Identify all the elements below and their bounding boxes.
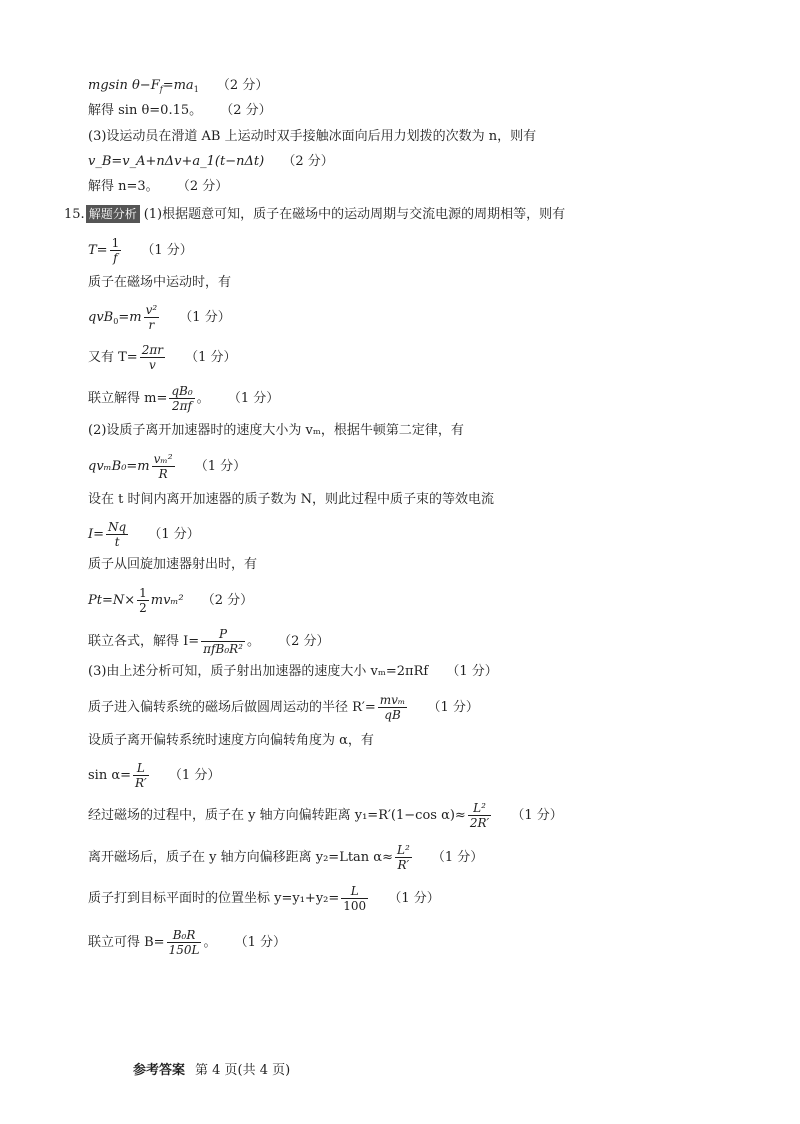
score-note: （1 分） bbox=[168, 768, 221, 783]
fraction: $\frac{L}{R'}$ bbox=[135, 761, 147, 790]
question-15-header: 15. 解题分析 (1)根据题意可知，质子在磁场中的运动周期与交流电源的周期相等，则有 bbox=[64, 207, 566, 222]
score-note: （1 分） bbox=[185, 350, 237, 365]
mass-result: 联立解得 m= $\frac{\text{qB₀}}{2\pi f}$ 。 （1 分） bbox=[88, 384, 280, 413]
fraction: $\frac{\text{vₘ²}}{R}$ bbox=[153, 452, 173, 481]
period-equation: T= $\frac{1}{f}$ （1 分） bbox=[88, 236, 193, 265]
fraction: $\frac{L}{100}$ bbox=[343, 884, 367, 913]
newton-equation: qvₘB₀=m $\frac{\text{vₘ²}}{R}$ （1 分） bbox=[88, 452, 247, 481]
page-footer bbox=[133, 1063, 290, 1079]
part3-intro: (3)由上述分析可知，质子射出加速器的速度大小 vₘ=2πRf （1 分） bbox=[88, 664, 498, 679]
motion-text: 质子在磁场中运动时，有 bbox=[88, 275, 232, 290]
part2-intro: (2)设质子离开加速器时的速度大小为 vₘ，根据牛顿第二定律，有 bbox=[88, 423, 464, 438]
analysis-badge: 解题分析 bbox=[86, 205, 140, 223]
current-intro: 设在 t 时间内离开加速器的质子数为 N，则此过程中质子束的等效电流 bbox=[88, 492, 494, 507]
position-equation: 质子打到目标平面时的位置坐标 y=y₁+y₂= $\frac{L}{100}$ （1 分） bbox=[88, 884, 440, 913]
current-equation: I= $\frac{Nq}{t}$ （1 分） bbox=[88, 520, 200, 549]
power-equation: Pt=N× $\frac{1}{2}$ mvₘ² （2 分） bbox=[88, 586, 254, 615]
score-note: （1 分） bbox=[148, 527, 200, 542]
score-note: （1 分） bbox=[194, 459, 247, 474]
equation-line-4: v_B=v_A+nΔv+a_1(t−nΔt) （2 分） bbox=[88, 154, 334, 169]
exit-intro: 质子从回旋加速器射出时，有 bbox=[88, 557, 258, 572]
final-result: 联立可得 B= $\frac{\text{B₀R}}{150L}$ 。 （1 分） bbox=[88, 928, 287, 957]
score-note: （2 分） bbox=[282, 154, 334, 169]
period-relation: 又有 T= $\frac{2\pi r}{v}$ （1 分） bbox=[88, 343, 237, 372]
score-note: （1 分） bbox=[446, 664, 498, 679]
question-number: 15. bbox=[64, 207, 85, 222]
score-note: （1 分） bbox=[431, 850, 484, 865]
fraction: $\frac{\text{mvₘ}}{qB}$ bbox=[379, 693, 406, 722]
fraction: $\frac{\text{qB₀}}{2\pi f}$ bbox=[171, 384, 193, 413]
fraction: $\frac{Nq}{t}$ bbox=[108, 520, 127, 549]
fraction: $\frac{2\pi r}{v}$ bbox=[141, 343, 163, 372]
current-result: 联立各式，解得 I= $\frac{P}{\text{πfB₀R²}}$ 。 （2 分） bbox=[88, 627, 330, 656]
fraction: $\frac{\text{B₀R}}{150L}$ bbox=[168, 928, 200, 957]
score-note: （1 分） bbox=[234, 935, 287, 950]
score-note: （2 分） bbox=[201, 593, 254, 608]
fraction: $\frac{\text{L²}}{R'}$ bbox=[396, 843, 410, 872]
footer-label: 参考答案 bbox=[133, 1063, 186, 1078]
fraction: $\frac{1}{f}$ bbox=[111, 236, 120, 265]
equation-line-1: mgsin $\theta-F_f=ma_1$ （2 分） bbox=[88, 78, 269, 94]
score-note: （1 分） bbox=[511, 808, 563, 823]
sine-equation: sin α= $\frac{L}{R'}$ （1 分） bbox=[88, 761, 221, 790]
fraction: $\frac{\text{v²}}{r}$ bbox=[145, 303, 158, 332]
text-line-3: (3)设运动员在滑道 AB 上运动时双手接触冰面向后用力划拨的次数为 n，则有 bbox=[88, 129, 537, 144]
angle-intro: 设质子离开偏转系统时速度方向偏转角度为 α，有 bbox=[88, 733, 374, 748]
fraction: $\frac{\text{L²}}{2R'}$ bbox=[469, 801, 490, 830]
score-note: （1 分） bbox=[141, 243, 193, 258]
equation-line-5: 解得 n=3。 （2 分） bbox=[88, 179, 229, 194]
radius-equation: 质子进入偏转系统的磁场后做圆周运动的半径 R′= $\frac{\text{mvₘ}}{qB}$ （1 分） bbox=[88, 693, 479, 722]
score-note: （2 分） bbox=[176, 179, 229, 194]
score-note: （1 分） bbox=[427, 700, 479, 715]
score-note: （1 分） bbox=[388, 891, 440, 906]
score-note: （1 分） bbox=[179, 310, 231, 325]
score-note: （2 分） bbox=[220, 103, 272, 118]
page-number: 第 4 页(共 4 页) bbox=[195, 1063, 291, 1078]
score-note: （1 分） bbox=[227, 391, 280, 406]
fraction: $\frac{1}{2}$ bbox=[139, 586, 147, 615]
score-note: （2 分） bbox=[278, 634, 330, 649]
lorentz-equation: qvB$_0$=m $\frac{\text{v²}}{r}$ （1 分） bbox=[88, 303, 231, 332]
fraction: $\frac{P}{\text{πfB₀R²}}$ bbox=[203, 627, 243, 656]
deflection-y2: 离开磁场后，质子在 y 轴方向偏移距离 y₂=Ltan α≈ $\frac{\text{L²}}{R'}$ （1 分） bbox=[88, 843, 484, 872]
equation-line-2: 解得 sin θ=0.15。 （2 分） bbox=[88, 103, 272, 118]
score-note: （2 分） bbox=[216, 78, 269, 93]
deflection-y1: 经过磁场的过程中，质子在 y 轴方向偏转距离 y₁=R′(1−cos α)≈ $\frac{\text{L²}}{2R'}$ （1 分） bbox=[88, 801, 563, 830]
